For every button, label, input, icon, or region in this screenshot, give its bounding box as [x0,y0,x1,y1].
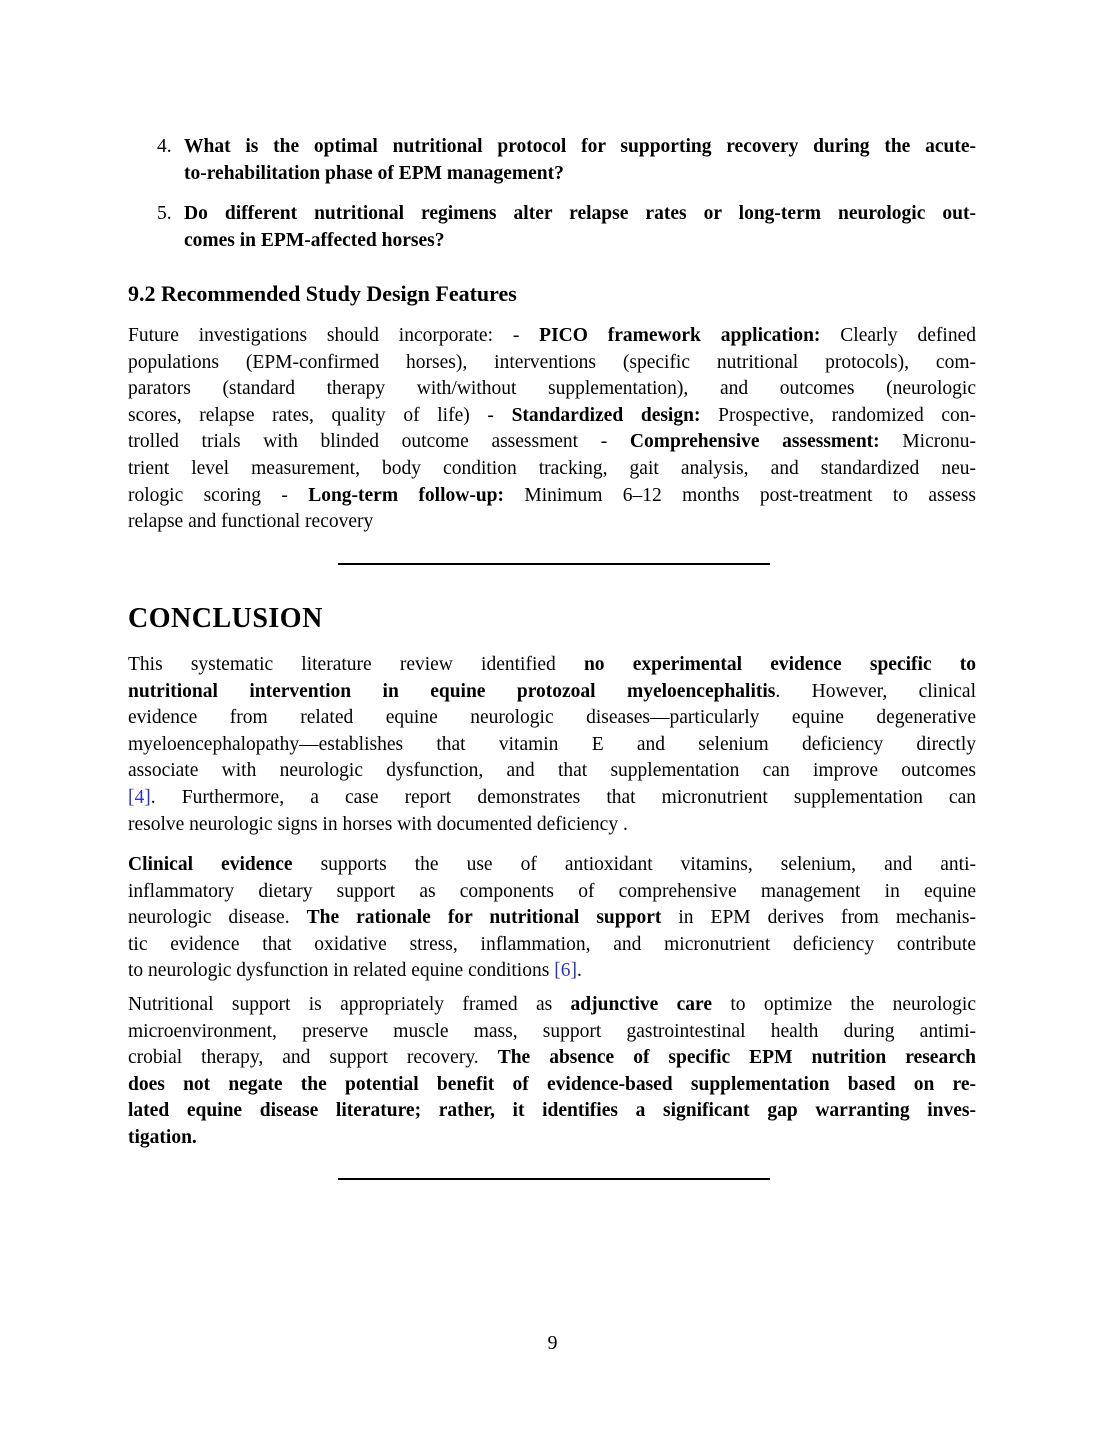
text-segment: . [576,960,582,982]
text-segment-bold: no experimental evidence specific to [583,654,976,675]
text-line [128,905,976,932]
text-segment-bold: What is the optimal nutritional protocol for supporting recovery during the acute- [184,136,976,157]
text-segment: to optimize the neurologic [712,994,976,1015]
text-line [128,1019,976,1046]
text-segment: crobial therapy, and support recovery. [128,1047,498,1069]
text-line [128,812,976,839]
text-segment: Clearly defined [820,325,976,346]
text-segment-bold: The absence of specific EPM nutrition research [497,1047,976,1069]
text-segment: trolled trials with blinded outcome assessment - [128,431,630,453]
text-segment-bold: PICO framework application: [539,325,821,346]
text-segment: neurologic disease. [128,907,307,929]
text-line [128,879,976,906]
text-segment-bold: nutritional intervention in equine protozoal myeloencephalitis [128,680,776,702]
text-segment-bold: Comprehensive assessment: [629,431,880,453]
citation-link[interactable]: [6] [554,960,577,982]
list-item [184,200,976,254]
text-segment: tic evidence that oxidative stress, inflammation, and micronutrient deficiency contribute [128,933,976,955]
text-segment-bold: does not negate the potential benefit of evidence-based supplementation based on re- [128,1073,976,1095]
paragraph [128,652,976,838]
text-segment: Micronu- [879,431,976,453]
text-segment: trient level measurement, body condition tracking, gait analysis, and standardized neu- [128,457,976,479]
text-line [128,323,976,350]
text-line [128,652,976,679]
text-line [128,992,976,1019]
list-item-number: 5. [157,203,172,224]
text-segment: supports the use of antioxidant vitamins, selenium, and anti- [292,854,976,875]
text-segment: Minimum 6–12 months post-treatment to assess [504,484,976,506]
text-line [128,705,976,732]
text-line [128,1072,976,1099]
text-segment: inflammatory dietary support as components of comprehensive management in equine [128,880,976,902]
list-item [184,133,976,187]
text-segment: resolve neurologic signs in horses with documented deficiency . [128,813,628,835]
text-segment: evidence from related equine neurologic diseases—particularly equine degenerative [128,707,976,729]
text-line [128,852,976,879]
paragraph [128,852,976,985]
list-item-number: 4. [157,136,172,157]
text-segment: associate with neurologic dysfunction, and that supplementation can improve outcomes [128,760,976,782]
text-segment-bold: to-rehabilitation phase of EPM management? [184,163,564,184]
text-line [128,350,976,377]
text-line [128,1045,976,1072]
text-segment: This systematic literature review identified [128,654,584,675]
subsection-heading: 9.2 Recommended Study Design Features [128,281,517,306]
citation-link[interactable]: [4] [128,786,151,808]
text-segment-bold: adjunctive care [570,994,713,1015]
text-segment: Future investigations should incorporate: - [128,325,540,346]
text-line [128,403,976,430]
text-segment-bold: Standardized design: [511,404,701,426]
text-segment: in EPM derives from mechanis- [661,907,976,929]
text-segment: populations (EPM-confirmed horses), interventions (specific nutritional protocols), com- [128,351,976,373]
text-line [128,509,976,536]
text-segment-bold: tigation. [128,1126,197,1148]
text-line [128,1125,976,1152]
page-number: 9 [547,1332,558,1354]
text-segment-bold: Do different nutritional regimens alter relapse rates or long-term neurologic out- [184,203,976,224]
text-line [128,1098,976,1125]
text-line [128,732,976,759]
text-segment-bold: lated equine disease literature; rather, it identifies a significant gap warranting inves- [128,1100,976,1122]
text-line [184,133,976,160]
text-line [184,227,976,254]
text-line [128,376,976,403]
text-line [128,958,976,985]
text-line [128,932,976,959]
text-line [128,758,976,785]
text-segment: to neurologic dysfunction in related equine conditions [128,960,555,982]
text-line [184,160,976,187]
text-line [128,483,976,510]
text-segment-bold: Long-term follow-up: [308,484,505,506]
text-segment: microenvironment, preserve muscle mass, support gastrointestinal health during antimi- [128,1020,976,1042]
text-segment: scores, relapse rates, quality of life) - [128,404,512,426]
text-line [128,456,976,483]
horizontal-rule [338,1178,770,1180]
text-segment-bold: Clinical evidence [128,854,293,875]
text-line [128,679,976,706]
text-segment-bold: comes in EPM-affected horses? [184,230,445,251]
text-segment: parators (standard therapy with/without supplementation), and outcomes (neurologic [128,378,976,400]
text-segment: Prospective, randomized con- [700,404,977,426]
text-segment: . Furthermore, a case report demonstrates that micronutrient supplementation can [150,786,976,808]
horizontal-rule [338,563,770,565]
text-line [128,785,976,812]
text-segment: myeloencephalopathy—establishes that vitamin E and selenium deficiency directly [128,733,976,755]
text-line [128,429,976,456]
text-line [184,200,976,227]
text-segment: relapse and functional recovery [128,511,374,533]
text-segment-bold: The rationale for nutritional support [306,907,662,929]
text-segment: . However, clinical [775,680,976,702]
text-segment: rologic scoring - [128,484,309,506]
text-segment: Nutritional support is appropriately framed as [128,994,571,1015]
conclusion-heading: CONCLUSION [128,603,323,634]
paragraph [128,992,976,1152]
paragraph [128,323,976,536]
